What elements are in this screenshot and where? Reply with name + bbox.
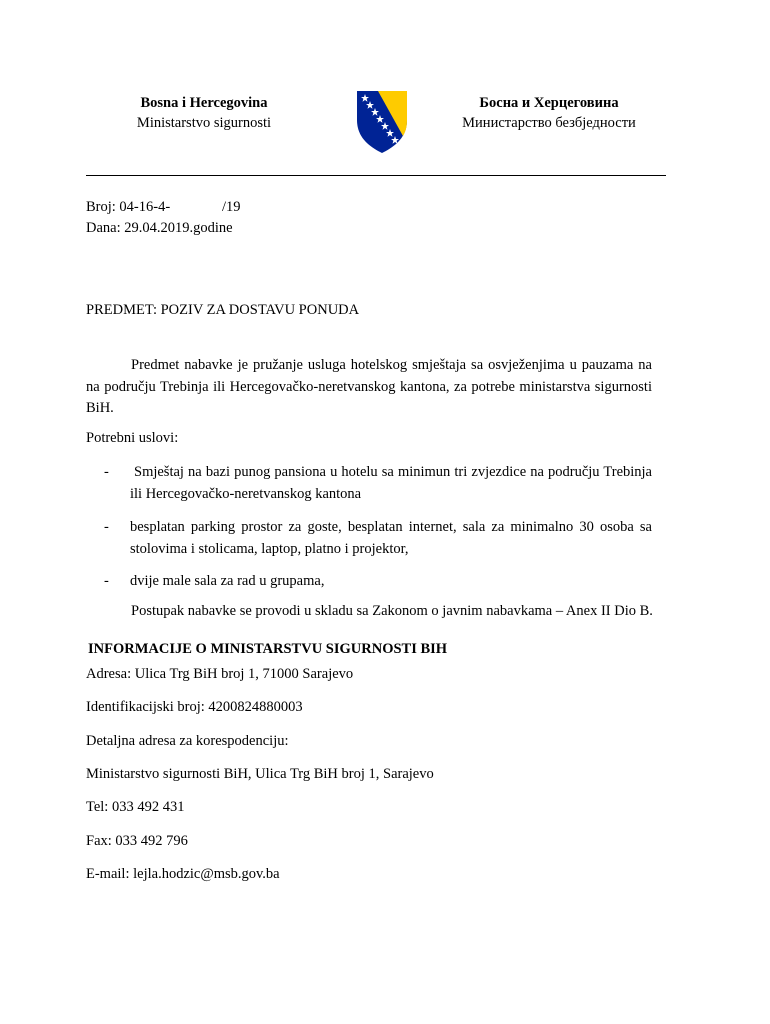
procedure-note: Postupak nabavke se provodi u skladu sa Zakonom o javnim nabavkama – Anex II Dio B. [131,603,653,619]
header-divider [86,175,666,176]
conditions-heading: Potrebni uslovi: [86,430,179,446]
condition-text: dvije male sala za rad u grupama, [130,573,325,589]
ministry-name-latin: Ministarstvo sigurnosti [136,115,272,131]
info-address: Adresa: Ulica Trg BiH broj 1, 71000 Sarajevo [86,666,354,682]
info-fax: Fax: 033 492 796 [86,833,188,849]
country-name-latin: Bosna i Hercegovina [140,95,268,111]
document-date: Dana: 29.04.2019.godine [86,220,233,236]
country-name-cyrillic: Босна и Херцеговина [479,95,619,111]
intro-paragraph: Predmet nabavke je pružanje usluga hotelskog smještaja sa osvježenjima u pauzama na na području Trebinja ili Hercegovačko-neretvanskog kantona, za potrebe ministarstva sigurnosti BiH. [86,357,652,417]
list-dash: - [104,573,109,589]
subject-line: PREDMET: POZIV ZA DOSTAVU PONUDA [86,302,360,318]
coat-of-arms-icon [356,90,408,154]
info-email[interactable]: E-mail: lejla.hodzic@msb.gov.ba [86,866,280,882]
info-correspondence-label: Detaljna adresa za korespodenciju: [86,733,289,749]
ministry-name-cyrillic: Министарство безбједности [462,115,636,131]
reference-number-suffix: /19 [222,199,241,215]
list-dash: - [104,464,109,480]
info-id-number: Identifikacijski broj: 4200824880003 [86,699,303,715]
info-tel: Tel: 033 492 431 [86,799,185,815]
header-right-block [447,93,651,133]
info-correspondence-address: Ministarstvo sigurnosti BiH, Ulica Trg BiH broj 1, Sarajevo [86,766,434,782]
header-left-block [112,93,296,133]
list-dash: - [104,519,109,535]
info-heading: INFORMACIJE O MINISTARSTVU SIGURNOSTI BIH [88,641,448,657]
condition-text: Smještaj na bazi punog pansiona u hotelu sa minimun tri zvjezdice na području Trebinja ili Hercegovačko-neretvanskog kantona [130,464,652,502]
condition-text: besplatan parking prostor za goste, besplatan internet, sala za minimalno 30 osoba sa stolovima i stolicama, laptop, platno i projektor, [130,519,652,557]
reference-number: Broj: 04-16-4- [86,199,171,215]
